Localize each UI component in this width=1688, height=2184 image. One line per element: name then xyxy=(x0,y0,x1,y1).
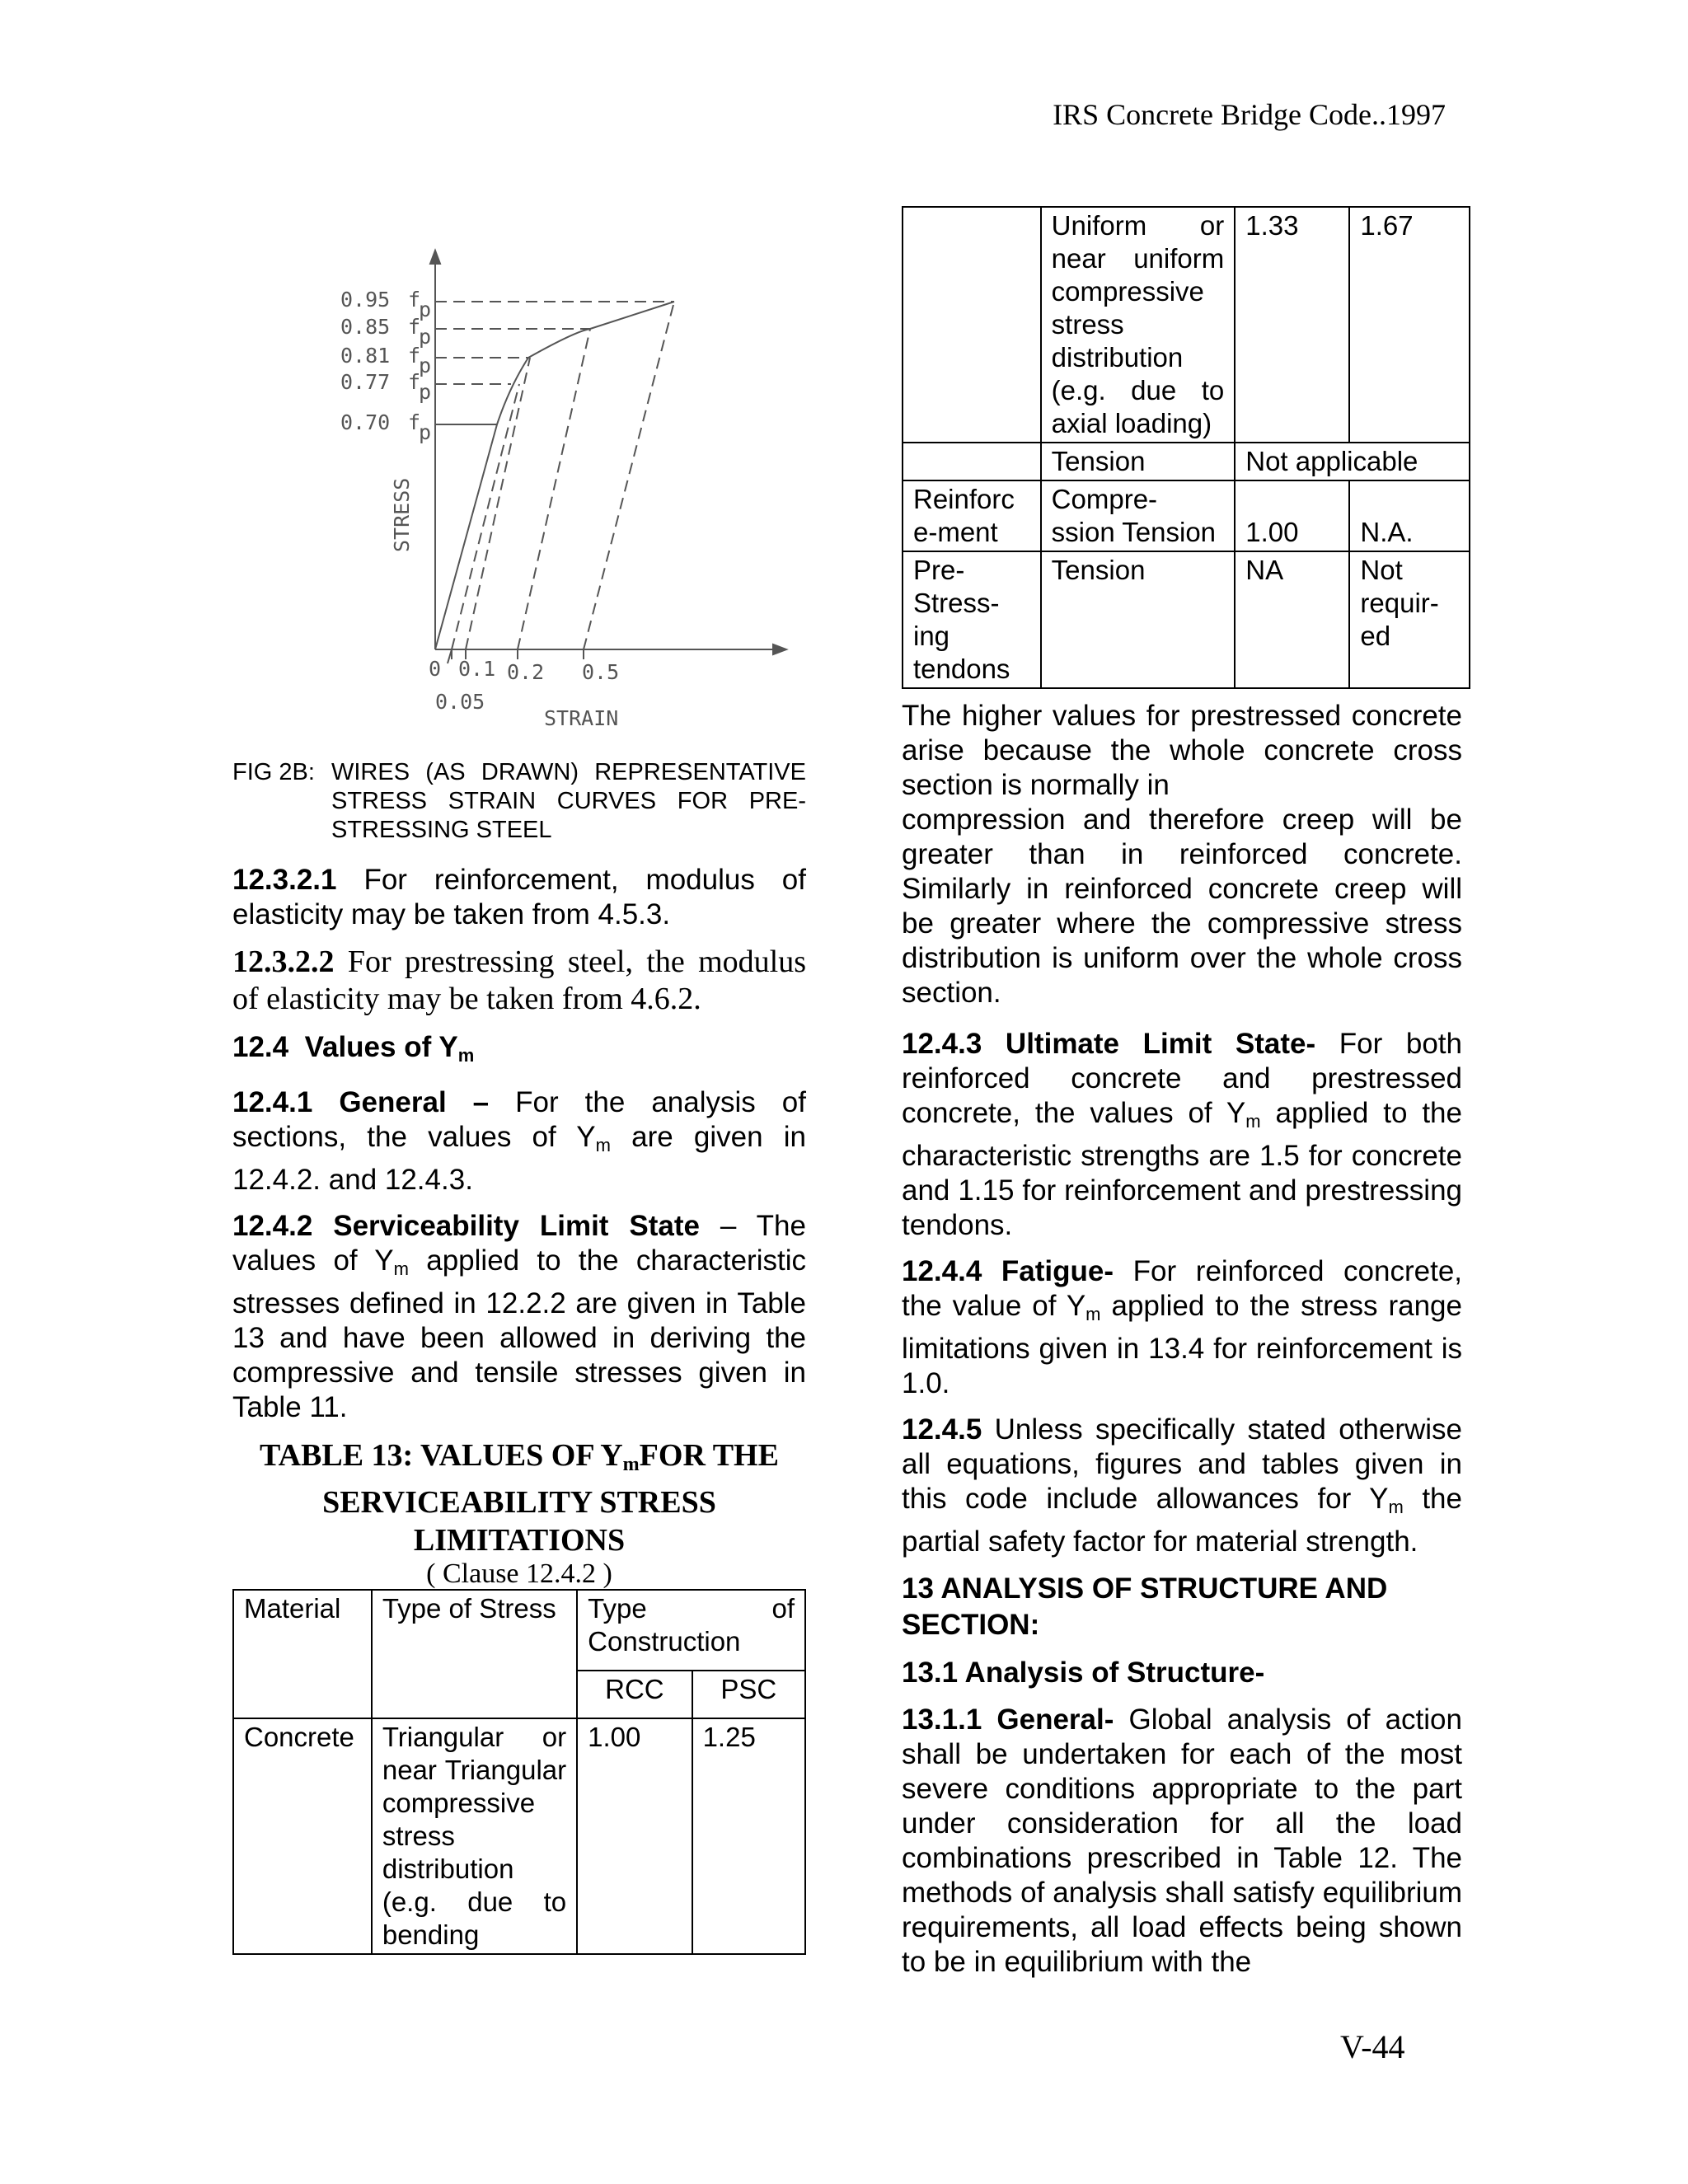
cell-material: Pre-Stress-ing tendons xyxy=(903,551,1041,688)
left-column xyxy=(232,247,806,1955)
para-13-1-1: 13.1.1 General- Global analysis of action shall be undertaken for each of the most severe conditions appropriate to the part under consideration for all the load combinations prescribed in Table 12. The methods of analysis shall satisfy equilibrium requirements, all load effects being shown to be in equilibrium with the xyxy=(902,1704,1462,1978)
heading-13-1: 13.1 Analysis of Structure- xyxy=(902,1657,1265,1689)
cell-rcc: 1.00 xyxy=(1235,480,1349,551)
fp-sub: p xyxy=(419,325,432,349)
table-13-continued xyxy=(902,206,1470,689)
cell-psc: 1.67 xyxy=(1349,207,1470,443)
stress-line-2: ssion Tension xyxy=(1051,517,1217,547)
y-axis-label: STRESS xyxy=(390,477,414,552)
heading-number: 12.4 xyxy=(232,1031,289,1063)
stress-label-085: 0.85 xyxy=(340,315,391,339)
heading-13: 13 ANALYSIS OF STRUCTURE AND SECTION: xyxy=(902,1572,1388,1641)
stress-line-1: Compre- xyxy=(1051,484,1158,514)
cell-rcc: NA xyxy=(1235,551,1349,688)
fp-f: f xyxy=(408,315,421,339)
clause-head: 12.4.3 Ultimate Limit State- xyxy=(902,1028,1316,1060)
table-row xyxy=(903,443,1470,480)
running-header: IRS Concrete Bridge Code..1997 xyxy=(1053,98,1446,131)
heading-text: Values of Y xyxy=(304,1031,458,1063)
fp-sub: p xyxy=(419,298,432,321)
cell-material xyxy=(903,443,1041,480)
cell-rcc: 1.33 xyxy=(1235,207,1349,443)
stress-strain-diagram xyxy=(328,247,790,742)
para-text: For prestressing steel, the modulus of elasticity may be taken from 4.6.2. xyxy=(232,944,806,1016)
heading-12-4 xyxy=(232,1029,806,1074)
cell-not-applicable: Not applicable xyxy=(1235,443,1470,480)
header-rcc: RCC xyxy=(577,1671,692,1718)
para-12-4-1: 12.4.1 General – For the analysis of sections, the values of $Y_m$ are given in 12.4.2. and 12.4.3. xyxy=(232,1086,807,1196)
strain-tick-05: 0.5 xyxy=(582,660,620,684)
table-row xyxy=(233,1718,805,1954)
para-12-4-2: 12.4.2 Serviceability Limit State – The values of $Y_m$ applied to the characteristic stresses defined in 12.2.2 are given in Table 13 and have been allowed in deriving the compressive and tensile stresses given in Table 11. xyxy=(232,1210,806,1423)
para-text: For reinforcement, modulus of elasticity may be taken from 4.5.3. xyxy=(232,864,806,930)
table-13-title: TABLE 13: VALUES OF $Y_mFOR$ THE SERVICEABILITY STRESS LIMITATIONS xyxy=(260,1438,779,1558)
cell-material: Concrete xyxy=(233,1718,372,1954)
cell-stress: Uniform or near uniform compressive stress distribution (e.g. due to axial loading) xyxy=(1041,207,1236,443)
table-13 xyxy=(232,1589,806,1955)
para-12-3-2-2 xyxy=(232,944,806,1018)
figure-caption-text: WIRES (AS DRAWN) REPRESENTATIVE STRESS STRAIN CURVES FOR PRE-STRESSING STEEL xyxy=(331,759,806,843)
clause-number: 12.3.2.1 xyxy=(232,864,337,896)
header-type-of-stress: Type of Stress xyxy=(372,1590,577,1718)
para-compression-creep: compression and therefore creep will be greater than in reinforced concrete. Similarly in reinforced concrete creep will be greater where the compressive stress distribution is uniform over the whole cross section. xyxy=(902,804,1462,1009)
header-psc: PSC xyxy=(692,1671,805,1718)
cell-material xyxy=(903,207,1041,443)
offset-lines xyxy=(452,302,674,649)
header-material: Material xyxy=(233,1590,372,1718)
stress-label-077: 0.77 xyxy=(340,370,391,394)
heading-sub: m xyxy=(457,1045,475,1066)
clause-head: 12.4.1 General – xyxy=(232,1086,490,1118)
cell-psc: 1.25 xyxy=(692,1718,805,1954)
para-12-4-4: 12.4.4 Fatigue- For reinforced concrete, the value of $Y_m$ applied to the stress range limitations given in 13.4 for reinforcement is 1.0. xyxy=(902,1255,1463,1399)
fp-f: f xyxy=(408,410,421,434)
clause-number: 12.3.2.2 xyxy=(232,944,335,979)
strain-tick-005: 0.05 xyxy=(435,690,485,714)
table-13-clause: ( Clause 12.4.2 ) xyxy=(426,1558,612,1589)
strain-tick-02: 0.2 xyxy=(507,660,545,684)
page-number: V-44 xyxy=(1340,2028,1405,2065)
fp-f: f xyxy=(408,344,421,368)
clause-head: 13.1.1 General- xyxy=(902,1704,1114,1736)
table-row xyxy=(903,207,1470,443)
stress-label-095: 0.95 xyxy=(340,288,391,312)
x-axis-arrow xyxy=(773,644,786,654)
figure-number: FIG 2B: xyxy=(232,759,315,785)
cell-stress: Tension xyxy=(1041,551,1236,688)
fp-f: f xyxy=(408,288,421,312)
cell-stress: Tension xyxy=(1041,443,1236,480)
header-type-of-construction: Type of Construction xyxy=(577,1590,805,1671)
cell-stress xyxy=(1041,480,1236,551)
fp-sub: p xyxy=(419,380,432,404)
cell-stress: Triangular or near Triangular compressive stress distribution (e.g. due to bending xyxy=(372,1718,577,1954)
right-column xyxy=(902,206,1462,1991)
strain-tick-0: 0 xyxy=(429,657,442,681)
stress-strain-figure xyxy=(328,247,790,742)
cell-rcc: 1.00 xyxy=(577,1718,692,1954)
para-12-4-3: 12.4.3 Ultimate Limit State- For both reinforced concrete and prestressed concrete, the values of $Y_m$ applied to the characteristic strengths are 1.5 for concrete and 1.15 for reinforcement and prestressing tendons. xyxy=(902,1028,1462,1241)
clause-head: 12.4.4 Fatigue- xyxy=(902,1255,1114,1287)
cell-material: Reinforc e-ment xyxy=(903,480,1041,551)
cell-psc: N.A. xyxy=(1349,480,1470,551)
fp-sub: p xyxy=(419,354,432,377)
x-axis-label: STRAIN xyxy=(544,706,619,730)
y-axis-arrow xyxy=(430,251,440,264)
fp-sub: p xyxy=(419,420,432,444)
fp-f: f xyxy=(408,370,421,394)
table-row xyxy=(903,551,1470,688)
para-12-3-2-1 xyxy=(232,863,806,932)
stress-strain-curve xyxy=(435,302,674,649)
stress-label-081: 0.81 xyxy=(340,344,391,368)
figure-caption xyxy=(232,758,806,845)
para-higher-values: The higher values for prestressed concrete arise because the whole concrete cross section is normally in xyxy=(902,700,1462,801)
table-row xyxy=(903,480,1470,551)
stress-label-070: 0.70 xyxy=(340,410,391,434)
clause-head: 12.4.5 xyxy=(902,1413,982,1446)
clause-head: 12.4.2 Serviceability Limit State xyxy=(232,1210,700,1242)
cell-psc: Not requir-ed xyxy=(1349,551,1470,688)
para-12-4-5: 12.4.5 Unless specifically stated otherwise all equations, figures and tables given in this code include allowances for $Y_m$ the partial safety factor for material strength. xyxy=(902,1413,1462,1558)
strain-tick-01: 0.1 xyxy=(458,657,496,681)
